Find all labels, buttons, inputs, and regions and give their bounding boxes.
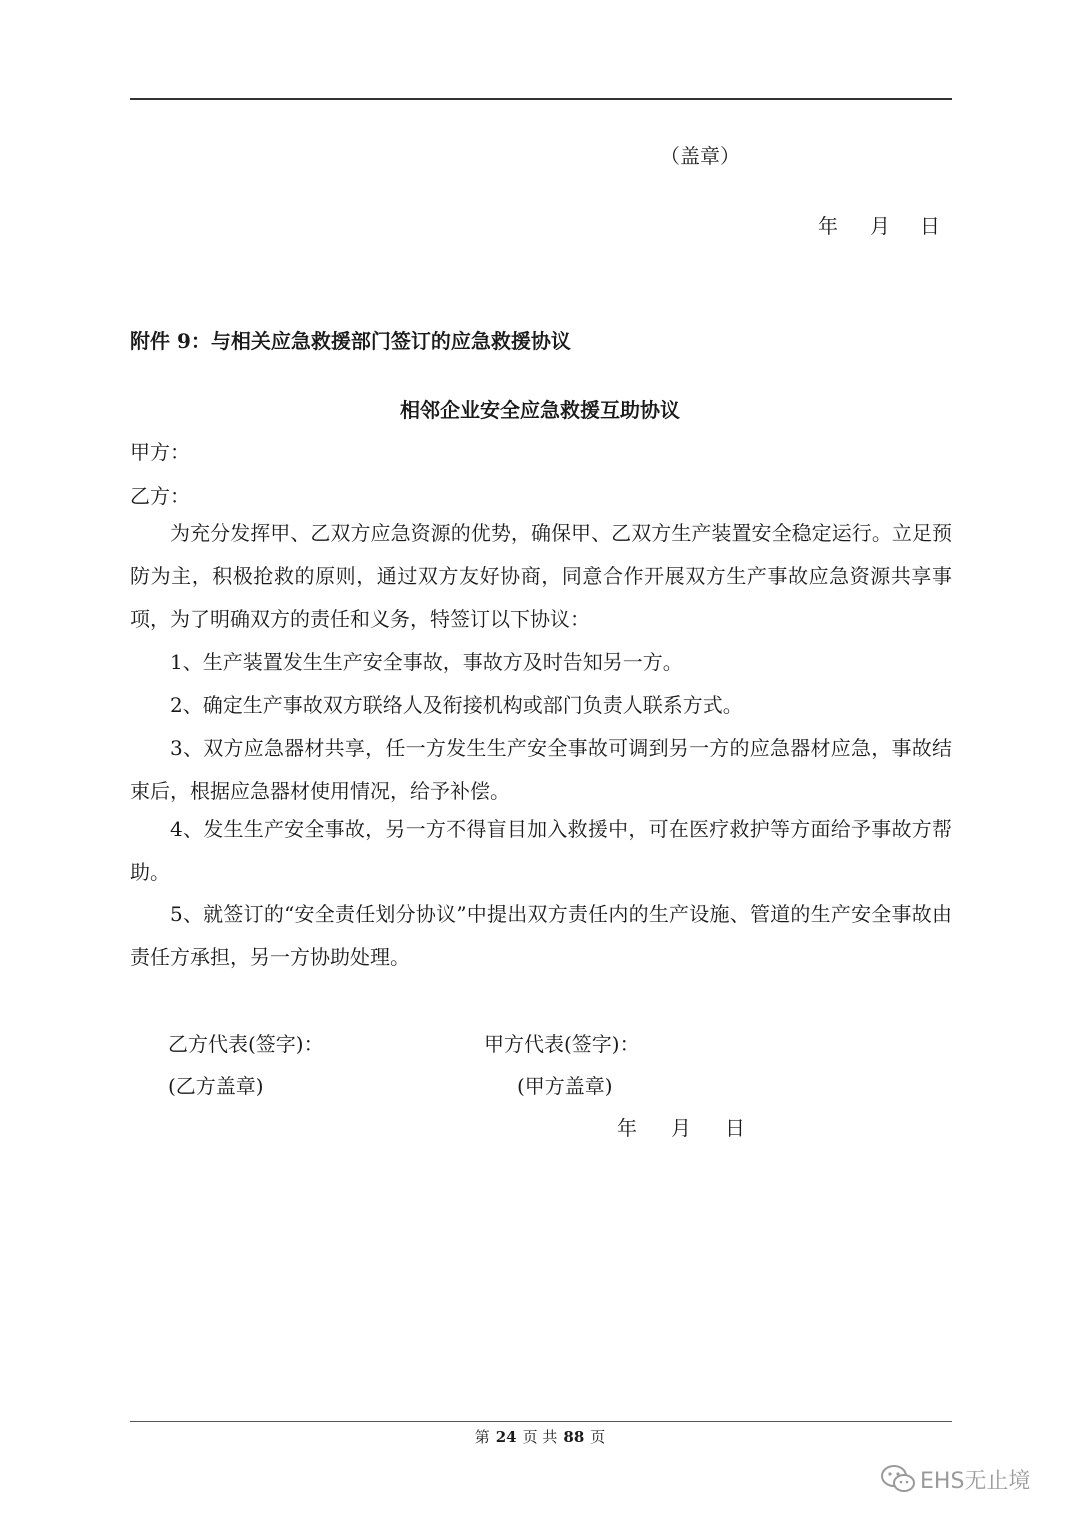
date-day: 日 — [725, 1116, 745, 1140]
footer-suffix: 页 — [590, 1428, 606, 1446]
document-title: 相邻企业安全应急救援互助协议 — [400, 398, 680, 422]
party-b-seal: (乙方盖章) — [168, 1074, 264, 1098]
footer-rule — [130, 1421, 952, 1422]
clause-2: 2、确定生产事故双方联络人及衔接机构或部门负责人联系方式。 — [170, 693, 743, 717]
date-month: 月 — [870, 214, 890, 238]
footer-page-number: 24 — [495, 1428, 517, 1446]
date-day: 日 — [920, 214, 940, 238]
date-line-top — [818, 210, 940, 239]
date-line-bottom — [617, 1112, 745, 1141]
footer-total-pages: 88 — [563, 1428, 585, 1446]
stamp-label-top: （盖章） — [660, 144, 740, 168]
clause-1: 1、生产装置发生生产安全事故，事故方及时告知另一方。 — [170, 650, 683, 674]
date-year: 年 — [617, 1116, 637, 1140]
date-year: 年 — [818, 214, 838, 238]
page-footer — [0, 1426, 1080, 1447]
clause-3: 3、双方应急器材共享，任一方发生生产安全事故可调到另一方的应急器材应急，事故结束后，根据应急器材使用情况，给予补偿。 — [130, 736, 952, 803]
clause-4: 4、发生生产安全事故，另一方不得盲目加入救援中，可在医疗救护等方面给予事故方帮助。 — [130, 817, 952, 884]
clause-5: 5、就签订的“安全责任划分协议”中提出双方责任内的生产设施、管道的生产安全事故由责任方承担，另一方协助处理。 — [130, 902, 952, 969]
party-a-seal: (甲方盖章) — [517, 1074, 613, 1098]
wechat-icon — [880, 1464, 916, 1494]
watermark — [880, 1462, 1030, 1496]
party-b-label: 乙方： — [130, 484, 190, 508]
party-a-representative: 甲方代表(签字)： — [484, 1032, 640, 1056]
party-b-representative: 乙方代表(签字)： — [168, 1032, 324, 1056]
attachment-heading: 附件 9：与相关应急救援部门签订的应急救援协议 — [130, 329, 571, 353]
intro-paragraph: 为充分发挥甲、乙双方应急资源的优势，确保甲、乙双方生产装置安全稳定运行。立足预防为主，积极抢救的原则，通过双方友好协商，同意合作开展双方生产事故应急资源共享事项，为了明确双方的责任和义务，特签订以下协议： — [130, 521, 952, 631]
watermark-text: EHS无止境 — [920, 1468, 1031, 1494]
header-rule — [130, 98, 952, 100]
date-month: 月 — [671, 1116, 691, 1140]
footer-prefix: 第 — [474, 1428, 490, 1446]
footer-middle: 页 共 — [522, 1428, 558, 1446]
party-a-label: 甲方： — [130, 440, 190, 464]
